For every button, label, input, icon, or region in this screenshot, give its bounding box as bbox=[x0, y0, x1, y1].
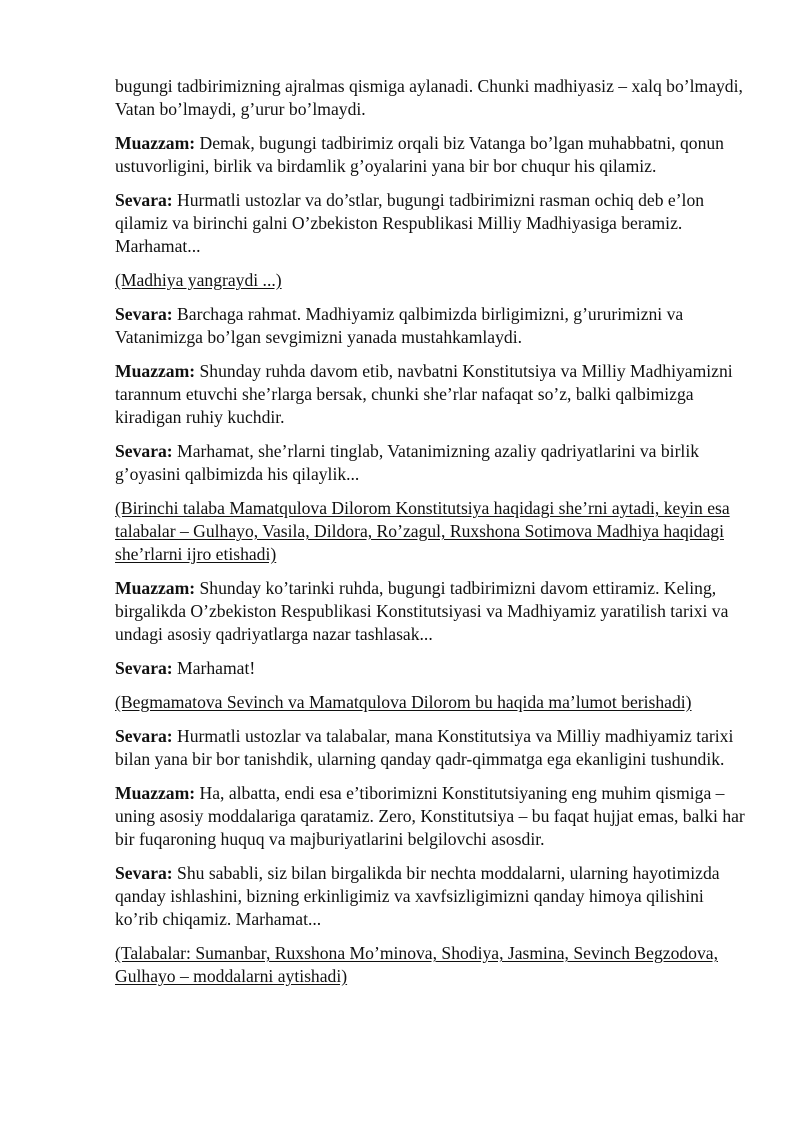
speech-text: Barchaga rahmat. Madhiyamiz qalbimizda birligimizni, g’ururimizni va Vatanimizga bo’lgan sevgimizni yanada mustahkamlaydi. bbox=[115, 304, 684, 347]
speech-text: Hurmatli ustozlar va talabalar, mana Konstitutsiya va Milliy madhiyamiz tarixi bilan yana bir bor tanishdik, ularning qanday qadr-qimmatga ega ekanligini tushundik. bbox=[115, 726, 734, 769]
paragraph-text: bugungi tadbirimizning ajralmas qismiga aylanadi. Chunki madhiyasiz – xalq bo’lmaydi, Vatan bo’lmaydi, g’urur bo’lmaydi. bbox=[115, 76, 743, 119]
speech-text: Ha, albatta, endi esa e’tiborimizni Konstitutsiyaning eng muhim qismiga – uning asosiy moddalariga qaratamiz. Zero, Konstitutsiya – bu faqat hujjat emas, balki har bir fuqaroning huquq va majburiyatlarini belgilovchi asosdir. bbox=[115, 783, 745, 849]
speaker-name: Muazzam: bbox=[115, 783, 196, 803]
stage-direction bbox=[115, 691, 745, 714]
document-page bbox=[115, 75, 745, 999]
speech-text: Marhamat, she’rlarni tinglab, Vatanimizning azaliy qadriyatlarini va birlik g’oyasini qalbimizda his qilaylik... bbox=[115, 441, 699, 484]
speaker-name: Muazzam: bbox=[115, 133, 196, 153]
dialogue-paragraph bbox=[115, 782, 745, 851]
stage-direction-text: (Begmamatova Sevinch va Mamatqulova Dilorom bu haqida ma’lumot berishadi) bbox=[115, 692, 692, 712]
speaker-name: Sevara: bbox=[115, 441, 173, 461]
stage-direction-text: (Birinchi talaba Mamatqulova Dilorom Konstitutsiya haqidagi she’rni aytadi, keyin esa talabalar – Gulhayo, Vasila, Dildora, Ro’zagul, Ruxshona Sotimova Madhiya haqidagi she’rlarni ijro etishadi) bbox=[115, 498, 730, 564]
dialogue-paragraph bbox=[115, 189, 745, 258]
stage-direction-text: (Talabalar: Sumanbar, Ruxshona Mo’minova, Shodiya, Jasmina, Sevinch Begzodova, Gulhayo – moddalarni aytishadi) bbox=[115, 943, 718, 986]
paragraph-continuation bbox=[115, 75, 745, 121]
dialogue-paragraph bbox=[115, 725, 745, 771]
dialogue-paragraph bbox=[115, 657, 745, 680]
stage-direction-text: (Madhiya yangraydi ...) bbox=[115, 270, 282, 290]
dialogue-paragraph bbox=[115, 132, 745, 178]
stage-direction bbox=[115, 942, 745, 988]
speech-text: Shunday ruhda davom etib, navbatni Konstitutsiya va Milliy Madhiyamizni tarannum etuvchi she’rlarga bersak, chunki she’rlar nafaqat so’z, balki qalbimizga kiradigan ruhiy kuchdir. bbox=[115, 361, 733, 427]
speaker-name: Sevara: bbox=[115, 190, 173, 210]
dialogue-paragraph bbox=[115, 440, 745, 486]
speaker-name: Sevara: bbox=[115, 726, 173, 746]
speech-text: Hurmatli ustozlar va do’stlar, bugungi tadbirimizni rasman ochiq deb e’lon qilamiz va birinchi galni O’zbekiston Respublikasi Milliy Madhiyasiga beramiz. Marhamat... bbox=[115, 190, 705, 256]
stage-direction bbox=[115, 269, 745, 292]
speech-text: Shunday ko’tarinki ruhda, bugungi tadbirimizni davom ettiramiz. Keling, birgalikda O’zbekiston Respublikasi Konstitutsiyasi va Madhiyamiz yaratilish tarixi va undagi asosiy qadriyatlarga nazar tashlasak... bbox=[115, 578, 729, 644]
speaker-name: Muazzam: bbox=[115, 361, 196, 381]
speaker-name: Muazzam: bbox=[115, 578, 196, 598]
stage-direction bbox=[115, 497, 745, 566]
dialogue-paragraph bbox=[115, 577, 745, 646]
speech-text: Marhamat! bbox=[172, 658, 256, 678]
dialogue-paragraph bbox=[115, 360, 745, 429]
speaker-name: Sevara: bbox=[115, 863, 173, 883]
speaker-name: Sevara: bbox=[115, 304, 173, 324]
dialogue-paragraph bbox=[115, 862, 745, 931]
speech-text: Demak, bugungi tadbirimiz orqali biz Vatanga bo’lgan muhabbatni, qonun ustuvorligini, birlik va birdamlik g’oyalarini yana bir bor chuqur his qilamiz. bbox=[115, 133, 724, 176]
dialogue-paragraph bbox=[115, 303, 745, 349]
speaker-name: Sevara: bbox=[115, 658, 173, 678]
speech-text: Shu sababli, siz bilan birgalikda bir nechta moddalarni, ularning hayotimizda qanday ishlashini, bizning erkinligimiz va xavfsizligimizni qanday himoya qilishini ko’rib chiqamiz. Marhamat... bbox=[115, 863, 720, 929]
